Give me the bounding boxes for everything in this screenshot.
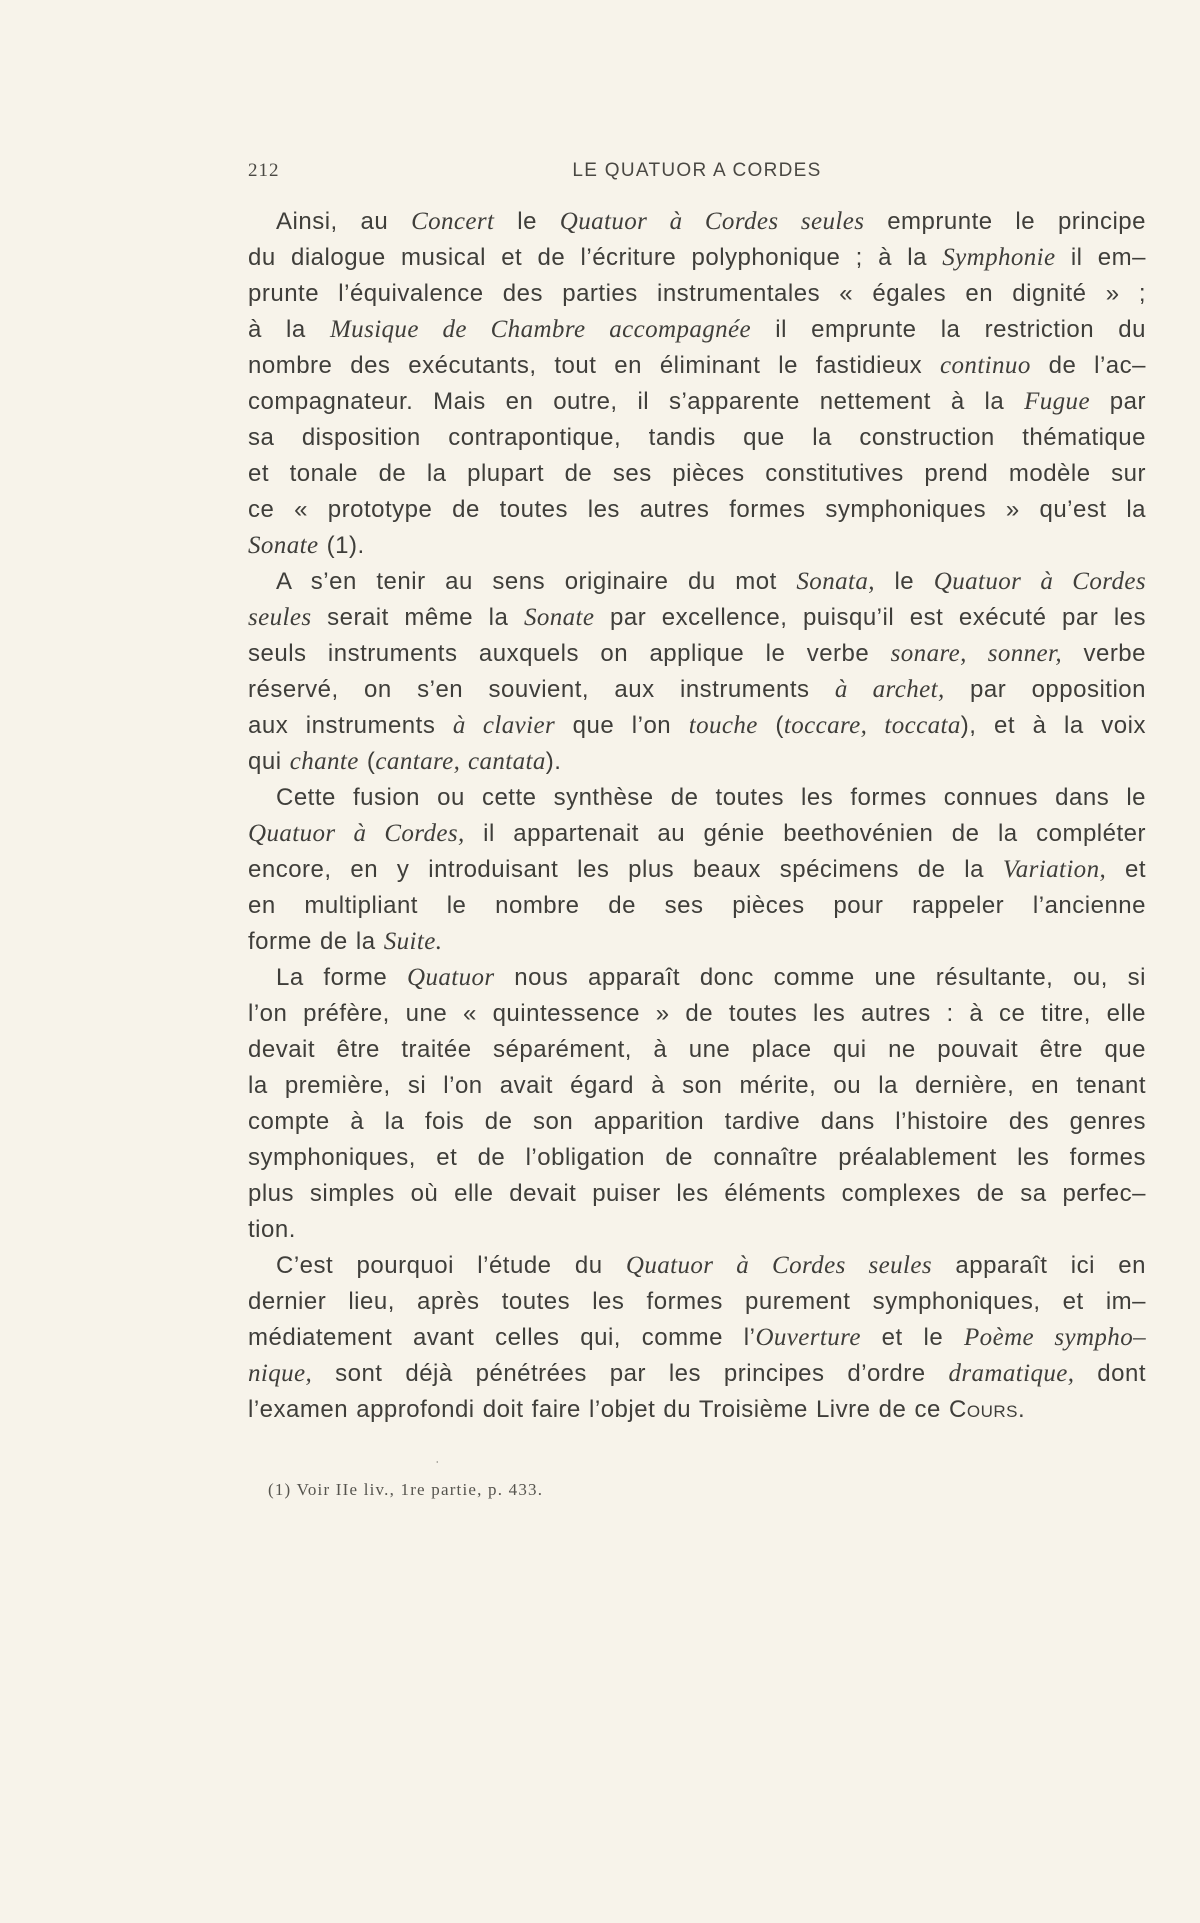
text-run: ). <box>545 748 562 775</box>
text-run: qui <box>248 748 290 775</box>
italic-term: sonare, sonner, <box>890 640 1063 667</box>
text-run: la première, si l’on avait égard à son mérite, ou la dernière, en tenant <box>248 1072 1146 1099</box>
italic-term: Poème sympho– <box>964 1324 1147 1351</box>
text-line <box>248 780 1146 816</box>
text-run: ( <box>757 712 784 739</box>
text-line <box>248 960 1146 996</box>
italic-term: Sonate <box>523 604 595 631</box>
italic-term: à archet, <box>834 676 945 703</box>
text-run: plus simples où elle devait puiser les éléments complexes de sa perfec– <box>248 1180 1146 1207</box>
text-run: médiatement avant celles qui, comme l’ <box>248 1324 756 1351</box>
text-run: Cours. <box>949 1396 1026 1423</box>
italic-term: Concert <box>411 208 495 235</box>
text-run: dernier lieu, après toutes les formes purement symphoniques, et im– <box>248 1288 1146 1315</box>
text-run: forme de la <box>248 928 384 955</box>
page-number: 212 <box>248 160 280 181</box>
text-run: que l’on <box>555 712 689 739</box>
text-line <box>248 1140 1146 1176</box>
italic-term: Ouverture <box>755 1324 861 1351</box>
text-line <box>248 420 1146 456</box>
text-run: dont <box>1074 1360 1146 1387</box>
text-line <box>248 1248 1146 1284</box>
text-run: à la <box>248 316 330 343</box>
text-line <box>248 852 1146 888</box>
italic-term: Musique de Chambre accompagnée <box>329 316 752 343</box>
text-line <box>248 204 1146 240</box>
text-run: seuls instruments auxquels on applique le verbe <box>248 640 891 667</box>
text-line <box>248 1104 1146 1140</box>
text-run: ( <box>358 748 376 775</box>
text-run: nombre des exécutants, tout en éliminant le fastidieux <box>248 352 941 379</box>
text-run: de l’ac– <box>1030 352 1147 379</box>
text-run: et <box>1106 856 1146 883</box>
body-text <box>248 204 1146 1428</box>
italic-term: Symphonie <box>942 244 1056 271</box>
italic-term: Suite. <box>383 928 443 955</box>
footnote: (1) Voir IIe liv., 1re partie, p. 433. <box>268 1480 544 1499</box>
italic-term: cantare, cantata <box>375 748 546 775</box>
text-line <box>248 312 1146 348</box>
italic-term: Quatuor à Cordes seules <box>625 1252 933 1279</box>
text-run: du dialogue musical et de l’écriture polyphonique ; à la <box>248 244 943 271</box>
text-run: le <box>494 208 560 235</box>
text-run: en multipliant le nombre de ses pièces pour rappeler l’ancienne <box>248 892 1146 919</box>
italic-term: toccare, toccata <box>783 712 961 739</box>
text-line <box>248 708 1146 744</box>
text-line <box>248 1212 1146 1248</box>
text-line <box>248 888 1146 924</box>
text-run: il em– <box>1055 244 1146 271</box>
italic-term: Sonate <box>248 532 319 559</box>
text-run: il appartenait au génie beethovénien de la compléter <box>464 820 1146 847</box>
page-header <box>248 160 1146 184</box>
italic-term: Variation, <box>1002 856 1107 883</box>
text-run: A s’en tenir au sens originaire du mot <box>276 568 797 595</box>
text-run: encore, en y introduisant les plus beaux spécimens de la <box>248 856 1003 883</box>
italic-term: nique, <box>248 1360 313 1387</box>
italic-term: à clavier <box>452 712 556 739</box>
text-run: par excellence, puisqu’il est exécuté par les <box>594 604 1147 631</box>
text-run: C’est pourquoi l’étude du <box>276 1252 626 1279</box>
text-run: serait même la <box>311 604 524 631</box>
text-line <box>248 564 1146 600</box>
italic-term: Quatuor à Cordes <box>933 568 1147 595</box>
text-run: symphoniques, et de l’obligation de connaître préalablement les formes <box>248 1144 1146 1171</box>
text-line <box>248 384 1146 420</box>
italic-term: Quatuor à Cordes, <box>248 820 465 847</box>
text-line <box>248 1284 1146 1320</box>
text-run: prunte l’équivalence des parties instrumentales « égales en dignité » ; <box>248 280 1146 307</box>
text-run: sa disposition contrapontique, tandis que la construction thématique <box>248 424 1146 451</box>
text-run: aux instruments <box>248 712 453 739</box>
text-run: Cette fusion ou cette synthèse de toutes les formes connues dans le <box>276 784 1146 811</box>
text-line <box>248 1320 1146 1356</box>
text-line <box>248 924 1146 960</box>
text-run: ), et à la voix <box>960 712 1146 739</box>
text-line <box>248 636 1146 672</box>
text-run: l’on préfère, une « quintessence » de toutes les autres : à ce titre, elle <box>248 1000 1146 1027</box>
text-run: emprunte le principe <box>864 208 1146 235</box>
text-run: et le <box>860 1324 965 1351</box>
text-run: devait être traitée séparément, à une place qui ne pouvait être que <box>248 1036 1146 1063</box>
text-run: l’examen approfondi doit faire l’objet du Troisième Livre de ce <box>248 1396 950 1423</box>
text-run: verbe <box>1062 640 1147 667</box>
text-line <box>248 1176 1146 1212</box>
italic-term: Quatuor à Cordes seules <box>559 208 865 235</box>
italic-term: chante <box>289 748 359 775</box>
text-run: compagnateur. Mais en outre, il s’apparente nettement à la <box>248 388 1025 415</box>
text-run: sont déjà pénétrées par les principes d’ordre <box>312 1360 949 1387</box>
text-run: le <box>874 568 934 595</box>
text-run: par opposition <box>944 676 1146 703</box>
text-run: ce « prototype de toutes les autres formes symphoniques » qu’est la <box>248 496 1146 523</box>
text-line <box>248 276 1146 312</box>
italic-term: seules <box>248 604 312 631</box>
text-line <box>248 1032 1146 1068</box>
text-line <box>248 996 1146 1032</box>
text-line <box>248 348 1146 384</box>
text-line <box>248 492 1146 528</box>
italic-term: Sonata, <box>796 568 875 595</box>
running-title: LE QUATUOR A CORDES <box>572 160 822 181</box>
text-line <box>248 528 1146 564</box>
text-run: compte à la fois de son apparition tardive dans l’histoire des genres <box>248 1108 1146 1135</box>
text-run: (1). <box>318 532 365 559</box>
text-line <box>248 600 1146 636</box>
text-line <box>248 1068 1146 1104</box>
italic-term: dramatique, <box>948 1360 1075 1387</box>
text-run: tion. <box>248 1216 296 1243</box>
text-line <box>248 816 1146 852</box>
text-run: il emprunte la restriction du <box>751 316 1146 343</box>
italic-term: continuo <box>940 352 1031 379</box>
text-run: nous apparaît donc comme une résultante, ou, si <box>494 964 1146 991</box>
italic-term: Quatuor <box>407 964 495 991</box>
text-line <box>248 672 1146 708</box>
text-line <box>248 456 1146 492</box>
text-line <box>248 744 1146 780</box>
text-line <box>248 1356 1146 1392</box>
text-run: La forme <box>276 964 407 991</box>
text-line <box>248 240 1146 276</box>
italic-term: Fugue <box>1024 388 1090 415</box>
italic-term: touche <box>688 712 758 739</box>
text-run: par <box>1089 388 1146 415</box>
footnote-separator-mark: ˈ <box>435 1458 440 1473</box>
text-run: réservé, on s’en souvient, aux instruments <box>248 676 835 703</box>
text-run: Ainsi, au <box>276 208 412 235</box>
text-run: apparaît ici en <box>932 1252 1146 1279</box>
text-run: et tonale de la plupart de ses pièces constitutives prend modèle sur <box>248 460 1146 487</box>
text-line <box>248 1392 1146 1428</box>
